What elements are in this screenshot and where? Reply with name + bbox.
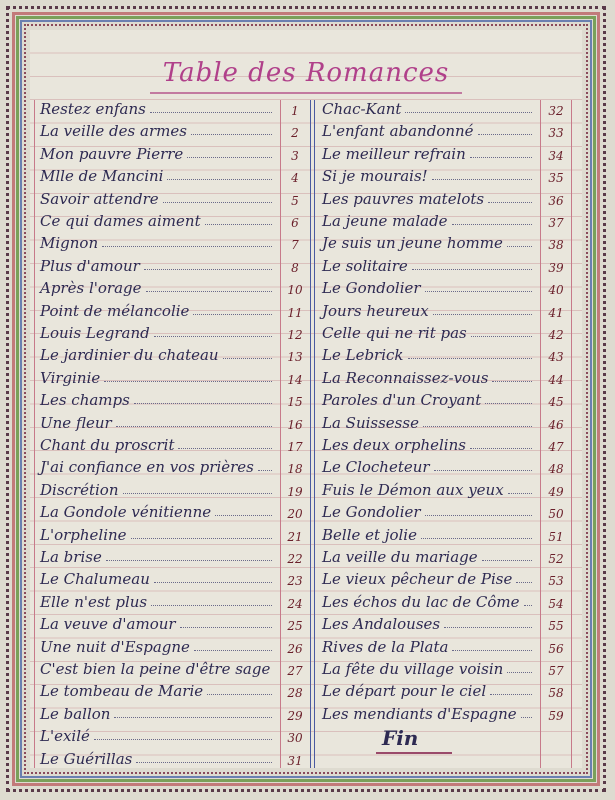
leader-dots	[524, 604, 532, 606]
entry-title: Restez enfans	[40, 100, 146, 118]
entry-number: 29	[287, 708, 303, 723]
center-divider-line	[310, 100, 311, 768]
entry-number: 36	[548, 193, 564, 208]
page-title: Table des Romances	[162, 58, 450, 88]
table-row	[40, 701, 276, 723]
table-row	[322, 230, 536, 252]
entry-number: 30	[287, 731, 303, 746]
entry-title: La Suissesse	[322, 413, 419, 432]
table-row	[40, 746, 276, 768]
leader-dots	[423, 425, 532, 427]
leader-dots	[154, 335, 272, 337]
table-row	[322, 432, 536, 454]
leader-dots	[163, 201, 272, 203]
entry-title: Le départ pour le ciel	[322, 682, 487, 701]
leader-dots	[94, 738, 272, 740]
entry-number: 5	[291, 193, 299, 208]
entry-title: Après l'orage	[40, 279, 142, 298]
leader-dots	[187, 156, 272, 158]
entry-number: 15	[287, 395, 303, 410]
entry-title: Si je mourais!	[322, 167, 428, 186]
table-row	[40, 320, 276, 342]
table-row	[322, 544, 536, 566]
table-row	[40, 410, 276, 432]
entry-number: 53	[548, 574, 564, 589]
leader-dots	[412, 268, 532, 270]
entry-number: 26	[287, 641, 303, 656]
right-number-rule-b	[571, 100, 572, 768]
leader-dots	[134, 402, 272, 404]
leader-dots	[425, 514, 532, 516]
entry-number: 12	[287, 328, 303, 342]
entry-title: Une nuit d'Espagne	[40, 637, 190, 656]
entry-number: 44	[548, 372, 564, 387]
leader-dots	[258, 469, 272, 471]
table-row	[40, 477, 276, 499]
entry-number: 52	[548, 552, 564, 566]
table-row	[40, 432, 276, 454]
table-row	[322, 186, 536, 208]
table-row	[322, 365, 536, 387]
entry-number: 3	[291, 148, 299, 163]
entry-title: Le solitaire	[322, 256, 408, 275]
leader-dots	[151, 604, 272, 606]
entry-title: Celle qui ne rit pas	[322, 324, 467, 342]
entry-title: Mon pauvre Pierre	[40, 144, 184, 163]
entry-number: 6	[291, 216, 299, 230]
leader-dots	[485, 402, 532, 404]
leader-dots	[444, 626, 532, 628]
entry-number: 22	[287, 552, 303, 566]
leader-dots	[470, 156, 532, 158]
table-row	[40, 141, 276, 163]
leader-dots	[102, 245, 272, 247]
table-row	[40, 634, 276, 656]
table-row	[40, 589, 276, 611]
entry-title: Les mendiants d'Espagne	[322, 704, 517, 723]
entry-number: 50	[548, 507, 564, 522]
entry-number: 18	[287, 462, 303, 477]
entry-number: 27	[287, 664, 303, 678]
entry-number: 10	[287, 283, 303, 298]
table-row	[40, 454, 276, 476]
entry-number: 45	[548, 395, 564, 410]
entry-number: 43	[548, 350, 564, 365]
entry-number: 14	[287, 372, 303, 387]
entry-number: 39	[548, 260, 564, 275]
entry-title: Fuis le Démon aux yeux	[322, 480, 504, 499]
entry-number: 37	[548, 216, 564, 230]
entry-title: C'est bien la peine d'être sage	[40, 660, 271, 678]
entry-title: Mlle de Mancini	[40, 167, 164, 186]
entry-number: 59	[548, 708, 564, 723]
entry-title: L'exilé	[40, 727, 90, 746]
entry-title: La veille des armes	[40, 122, 187, 141]
entry-title: La veuve d'amour	[40, 615, 176, 634]
entry-number: 2	[291, 126, 299, 141]
entry-title: Le Chalumeau	[40, 570, 150, 589]
entry-number: 46	[548, 417, 564, 432]
table-row	[40, 118, 276, 140]
leader-dots	[482, 559, 532, 561]
leader-dots	[521, 716, 532, 718]
table-row	[40, 678, 276, 700]
leader-dots	[421, 537, 532, 539]
entry-number: 13	[287, 350, 303, 365]
entry-number: 31	[287, 753, 303, 768]
table-row	[40, 186, 276, 208]
entry-number: 28	[287, 686, 303, 701]
entry-number: 21	[287, 529, 303, 544]
leader-dots	[488, 201, 532, 203]
leader-dots	[490, 693, 532, 695]
leader-dots	[146, 290, 273, 292]
table-row	[322, 298, 536, 320]
table-row	[322, 656, 536, 678]
entry-number: 4	[291, 171, 299, 186]
entry-number: 49	[548, 484, 564, 499]
entry-title: Je suis un jeune homme	[322, 234, 503, 253]
table-row	[40, 342, 276, 364]
entry-number: 51	[548, 529, 564, 544]
entry-title: Le tombeau de Marie	[40, 682, 204, 701]
table-row	[40, 387, 276, 409]
entry-number: 24	[287, 596, 303, 611]
entry-number: 47	[548, 440, 564, 454]
leader-dots	[478, 133, 532, 135]
entry-title: Mignon	[40, 234, 99, 253]
entry-number: 1	[291, 104, 299, 118]
entry-number: 40	[548, 283, 564, 298]
leader-dots	[471, 335, 532, 337]
table-row	[40, 656, 276, 678]
fin-label: Fin	[382, 726, 419, 750]
table-row	[322, 96, 536, 118]
entry-number: 38	[548, 238, 564, 253]
leader-dots	[180, 626, 272, 628]
table-row	[322, 410, 536, 432]
leader-dots	[433, 313, 532, 315]
entry-title: La fête du village voisin	[322, 660, 504, 678]
entry-title: L'enfant abandonné	[322, 122, 474, 141]
table-row	[322, 387, 536, 409]
entry-title: Belle et jolie	[322, 525, 417, 544]
entry-title: Le Gondolier	[322, 503, 421, 522]
entry-title: Le Lebrick	[322, 346, 404, 365]
leader-dots	[452, 649, 532, 651]
entry-title: Plus d'amour	[40, 256, 140, 275]
entry-title: Savoir attendre	[40, 189, 159, 208]
entry-title: Jours heureux	[322, 301, 429, 320]
leader-dots	[150, 111, 272, 113]
entry-number: 11	[287, 305, 303, 320]
leader-dots	[191, 133, 272, 135]
table-row	[322, 477, 536, 499]
leader-dots	[408, 357, 532, 359]
table-row	[322, 454, 536, 476]
title-underline	[150, 92, 462, 94]
entry-number: 23	[287, 574, 303, 589]
leader-dots	[104, 380, 272, 382]
table-row	[322, 522, 536, 544]
entry-number: 20	[287, 507, 303, 522]
leader-dots	[508, 492, 532, 494]
entry-number: 41	[548, 305, 564, 320]
leader-dots	[205, 223, 272, 225]
table-row	[322, 566, 536, 588]
leader-dots	[116, 425, 272, 427]
entry-number: 34	[548, 148, 564, 163]
entry-number: 17	[287, 440, 303, 454]
entry-number: 58	[548, 686, 564, 701]
entry-title: Les champs	[40, 391, 130, 410]
entry-title: Rives de la Plata	[322, 637, 449, 656]
left-margin-line	[34, 100, 35, 768]
leader-dots	[223, 357, 272, 359]
leader-dots	[452, 223, 532, 225]
table-row	[40, 96, 276, 118]
entry-title: Elle n'est plus	[40, 592, 148, 611]
center-divider-line-2	[314, 100, 315, 768]
leader-dots	[425, 290, 532, 292]
entry-number: 25	[287, 619, 303, 634]
entry-title: Louis Legrand	[40, 324, 150, 342]
leader-dots	[167, 178, 272, 180]
table-row	[40, 522, 276, 544]
leader-dots	[405, 111, 532, 113]
table-row	[322, 589, 536, 611]
table-row	[40, 163, 276, 185]
entry-title: Chac-Kant	[322, 100, 402, 118]
entry-title: La veille du mariage	[322, 548, 478, 566]
entry-title: Les pauvres matelots	[322, 189, 485, 208]
table-row	[40, 611, 276, 633]
table-row	[322, 701, 536, 723]
leader-dots	[114, 716, 272, 718]
table-row	[322, 678, 536, 700]
leader-dots	[123, 492, 273, 494]
entry-title: Paroles d'un Croyant	[322, 391, 482, 410]
entry-title: Discrétion	[40, 480, 119, 499]
leader-dots	[215, 514, 272, 516]
table-row	[40, 499, 276, 521]
entry-title: J'ai confiance en vos prières	[40, 458, 254, 477]
entry-title: Les Andalouses	[322, 615, 441, 634]
table-row	[322, 208, 536, 230]
entry-number: 19	[287, 484, 303, 499]
leader-dots	[434, 469, 532, 471]
entry-title: Les deux orphelins	[322, 436, 466, 454]
table-row	[40, 723, 276, 745]
leader-dots	[507, 245, 532, 247]
entry-title: L'orpheline	[40, 525, 127, 544]
table-row	[322, 253, 536, 275]
entry-number: 32	[548, 104, 564, 118]
table-row	[322, 275, 536, 297]
leader-dots	[154, 581, 272, 583]
entry-title: Une fleur	[40, 413, 112, 432]
entry-number: 48	[548, 462, 564, 477]
table-row	[322, 611, 536, 633]
entry-number: 55	[548, 619, 564, 634]
leader-dots	[106, 559, 272, 561]
entry-number: 33	[548, 126, 564, 141]
entry-title: Le vieux pêcheur de Pise	[322, 570, 513, 589]
entry-title: La Gondole vénitienne	[40, 503, 212, 522]
entry-title: La brise	[40, 548, 102, 566]
leader-dots	[470, 447, 532, 449]
table-row	[322, 499, 536, 521]
entry-number: 16	[287, 417, 303, 432]
leader-dots	[193, 313, 272, 315]
table-row	[322, 634, 536, 656]
entry-title: Le ballon	[40, 704, 111, 723]
leader-dots	[432, 178, 532, 180]
table-row	[40, 275, 276, 297]
entry-number: 54	[548, 596, 564, 611]
leader-dots	[516, 581, 532, 583]
entry-title: Les échos du lac de Côme	[322, 592, 520, 611]
table-row	[40, 365, 276, 387]
ruled-sheet	[30, 30, 582, 768]
fin-underline	[376, 752, 452, 754]
entry-title: Le Clocheteur	[322, 458, 430, 477]
entry-number: 35	[548, 171, 564, 186]
entry-number: 7	[291, 238, 299, 253]
entry-number: 8	[291, 260, 299, 275]
entry-title: Virginie	[40, 368, 101, 387]
table-row	[322, 342, 536, 364]
leader-dots	[178, 447, 272, 449]
entry-title: Le Gondolier	[322, 279, 421, 298]
leader-dots	[492, 380, 532, 382]
entry-number: 56	[548, 641, 564, 656]
table-row	[40, 253, 276, 275]
leader-dots	[194, 649, 272, 651]
table-row	[322, 320, 536, 342]
table-row	[40, 208, 276, 230]
table-row	[40, 566, 276, 588]
entry-title: Le Guérillas	[40, 749, 133, 768]
table-row	[40, 230, 276, 252]
entry-title: La jeune malade	[322, 212, 448, 230]
entry-title: Ce qui dames aiment	[40, 212, 201, 230]
entry-title: Chant du proscrit	[40, 436, 175, 454]
entry-title: Point de mélancolie	[40, 301, 190, 320]
entry-title: Le jardinier du chateau	[40, 346, 219, 365]
entry-number: 42	[548, 328, 564, 342]
leader-dots	[144, 268, 272, 270]
table-row	[322, 141, 536, 163]
entry-title: La Reconnaissez-vous	[322, 368, 489, 387]
entry-number: 57	[548, 664, 564, 678]
leader-dots	[131, 537, 272, 539]
entry-title: Le meilleur refrain	[322, 144, 466, 163]
leader-dots	[136, 761, 272, 763]
table-row	[40, 544, 276, 566]
table-row	[40, 298, 276, 320]
leader-dots	[507, 671, 532, 673]
table-row	[322, 163, 536, 185]
table-row	[322, 118, 536, 140]
leader-dots	[207, 693, 272, 695]
